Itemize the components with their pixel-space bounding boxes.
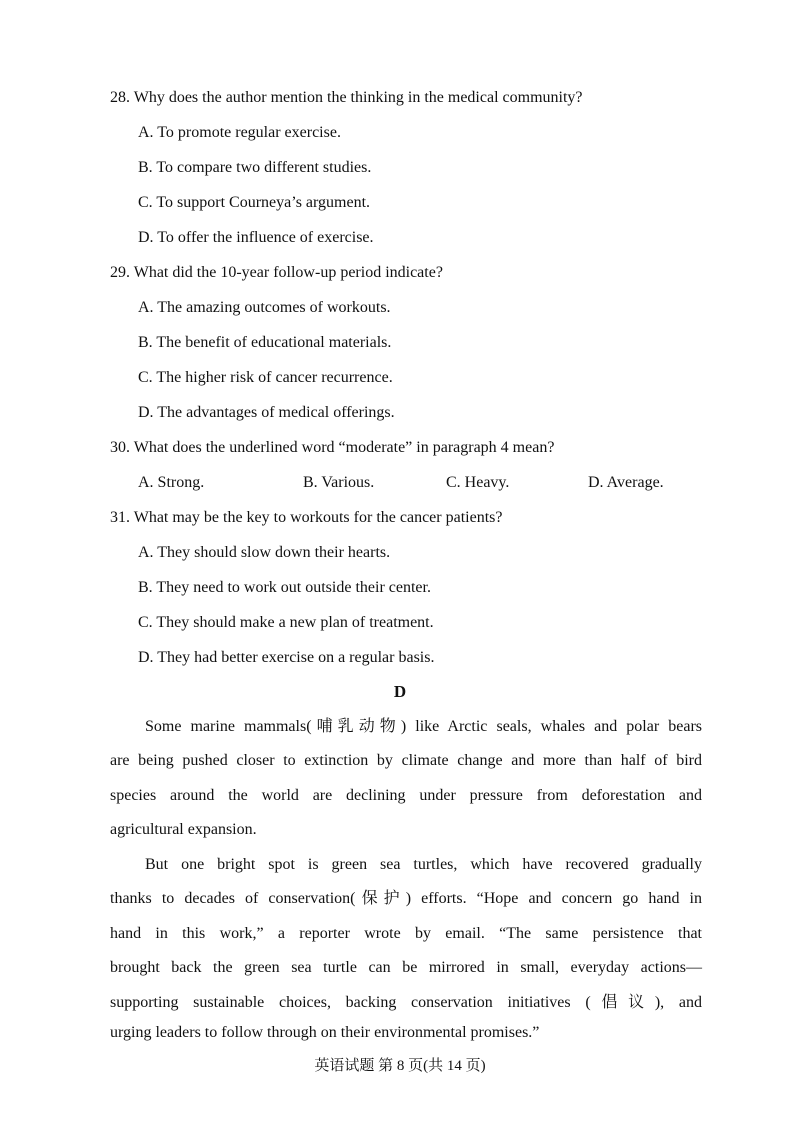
question-28-option-a: A. To promote regular exercise. — [138, 124, 341, 141]
question-30-option-a: A. Strong. — [138, 474, 205, 491]
paragraph-1-line-3: species around the world are declining under pressure from deforestation and — [110, 787, 702, 804]
question-31-option-b: B. They need to work out outside their center. — [138, 579, 431, 596]
question-28-option-b: B. To compare two different studies. — [138, 159, 372, 176]
paragraph-2-line-3: hand in this work,” a reporter wrote by email. “The same persistence that — [110, 925, 702, 942]
question-30-option-d: D. Average. — [588, 474, 664, 491]
question-30-options — [0, 473, 800, 493]
page-footer: 英语试题 第 8 页(共 14 页) — [314, 1058, 486, 1074]
question-28-option-c: C. To support Courneya’s argument. — [138, 194, 371, 211]
paragraph-2-line-5: supporting sustainable choices, backing conservation initiatives (倡议), and — [110, 994, 702, 1011]
question-30-stem: 30. What does the underlined word “moderate” in paragraph 4 mean? — [110, 439, 555, 456]
paragraph-1-line-4: agricultural expansion. — [110, 821, 257, 838]
question-31-stem: 31. What may be the key to workouts for the cancer patients? — [110, 509, 503, 526]
question-31-option-d: D. They had better exercise on a regular basis. — [138, 649, 435, 666]
question-28-option-d: D. To offer the influence of exercise. — [138, 229, 374, 246]
question-29-option-a: A. The amazing outcomes of workouts. — [138, 299, 391, 316]
question-29-stem: 29. What did the 10-year follow-up period indicate? — [110, 264, 443, 281]
paragraph-1-line-1: Some marine mammals(哺乳动物) like Arctic seals, whales and polar bears — [145, 718, 702, 735]
question-29-option-c: C. The higher risk of cancer recurrence. — [138, 369, 393, 386]
question-31-option-c: C. They should make a new plan of treatment. — [138, 614, 434, 631]
section-heading: D — [393, 682, 407, 701]
question-31-option-a: A. They should slow down their hearts. — [138, 544, 391, 561]
question-30-option-b: B. Various. — [303, 474, 375, 491]
paragraph-2-line-2: thanks to decades of conservation(保护) efforts. “Hope and concern go hand in — [110, 890, 702, 907]
question-29-option-d: D. The advantages of medical offerings. — [138, 404, 395, 421]
paragraph-1-line-2: are being pushed closer to extinction by climate change and more than half of bird — [110, 752, 702, 769]
question-30-option-c: C. Heavy. — [446, 474, 510, 491]
paragraph-2-line-6: urging leaders to follow through on their environmental promises.” — [110, 1024, 540, 1041]
paragraph-2-line-4: brought back the green sea turtle can be mirrored in small, everyday actions— — [110, 959, 702, 976]
question-29-option-b: B. The benefit of educational materials. — [138, 334, 392, 351]
paragraph-2-line-1: But one bright spot is green sea turtles, which have recovered gradually — [145, 856, 702, 873]
question-28-stem: 28. Why does the author mention the thinking in the medical community? — [110, 89, 583, 106]
